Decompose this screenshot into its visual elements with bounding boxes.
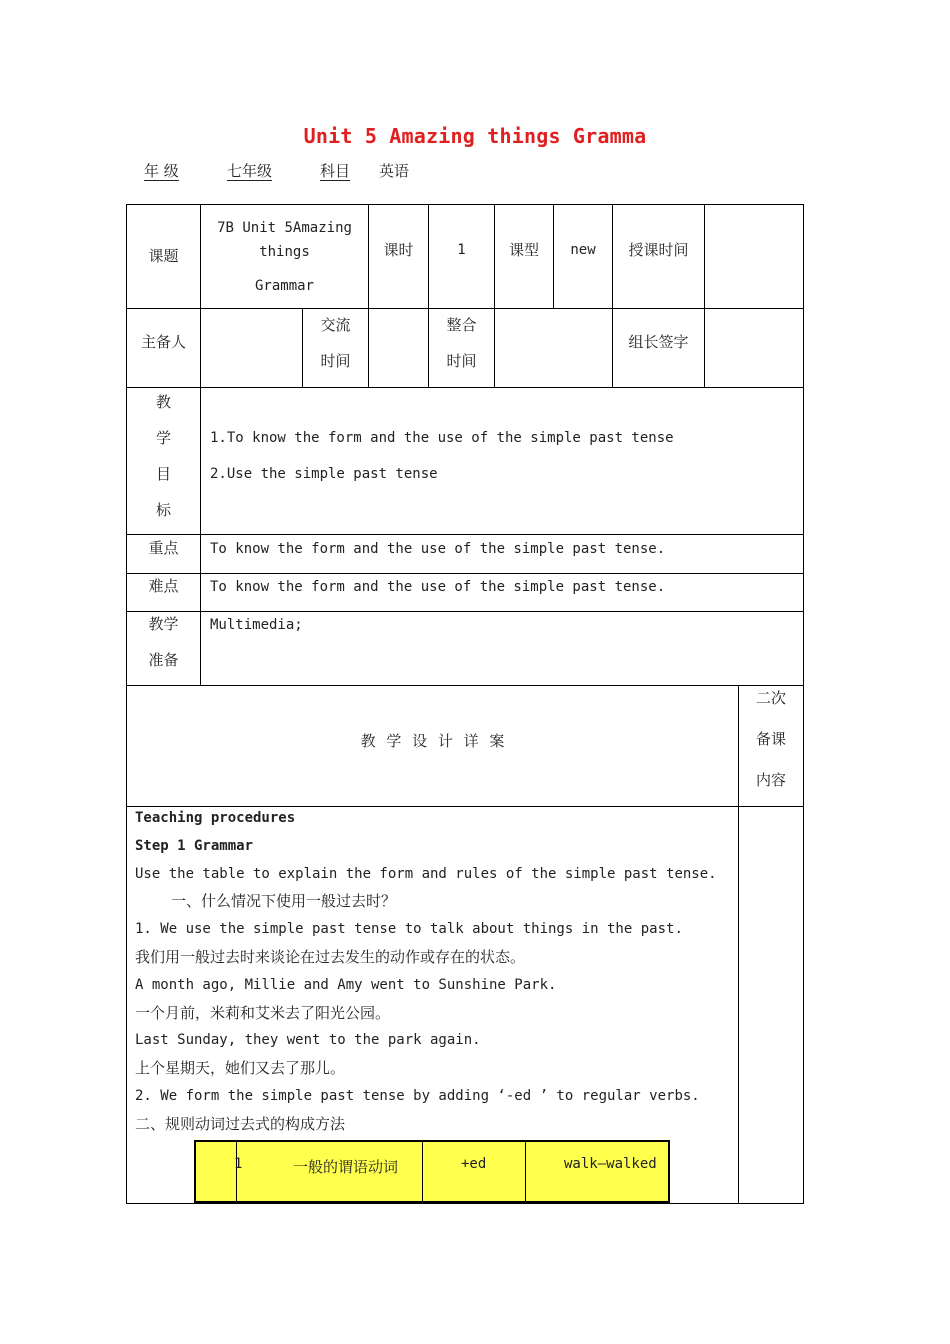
rule-category: 一般的谓语动词 — [237, 1142, 423, 1201]
preparation-value: Multimedia; — [210, 617, 303, 633]
exchange-label-line-1: 交流 — [320, 316, 351, 334]
integrate-label-line-1: 整合 — [446, 316, 477, 334]
objective-item: 2.Use the simple past tense — [210, 466, 438, 482]
topic-line-2: things — [259, 244, 310, 260]
grade-value: 七年级 — [227, 162, 273, 180]
design-header: 教 学 设 计 详 案 — [360, 732, 505, 750]
objectives-label — [127, 384, 200, 528]
question-2: 二、规则动词过去式的构成方法 — [135, 1114, 346, 1133]
teaching-procedures — [135, 805, 735, 1139]
example-1-zh: 一个月前，米莉和艾米去了阳光公园。 — [135, 1003, 391, 1022]
objective-item: 1.To know the form and the use of the simple past tense — [210, 430, 674, 446]
objectives-char: 目 — [155, 465, 171, 483]
topic-line-1: 7B Unit 5Amazing — [217, 220, 352, 236]
difficulty-label: 难点 — [148, 577, 179, 595]
regular-verb-rule-table — [194, 1140, 670, 1203]
preparation-label — [127, 606, 200, 678]
leader-sign-label: 组长签字 — [628, 333, 689, 351]
second-prep-line-1: 二次 — [755, 689, 786, 707]
procedures-heading: Teaching procedures — [135, 810, 296, 826]
question-1: 一、什么情况下使用一般过去时？ — [171, 892, 397, 911]
integrate-label-line-2: 时间 — [446, 352, 477, 370]
point-1-zh: 我们用一般过去时来谈论在过去发生的动作或存在的状态。 — [135, 947, 526, 966]
topic-value — [201, 218, 368, 296]
grade-label: 年 级 — [144, 162, 179, 180]
subject-value: 英语 — [379, 162, 410, 180]
difficulty-value: To know the form and the use of the simple past tense. — [210, 579, 666, 595]
period-label: 课时 — [383, 241, 414, 259]
rule-example: walk—walked — [564, 1156, 657, 1172]
key-point-value: To know the form and the use of the simple past tense. — [210, 541, 666, 557]
type-value: new — [570, 242, 596, 258]
rule-form: +ed — [423, 1142, 526, 1201]
preparation-label-line-1: 教学 — [148, 615, 179, 633]
second-prep-line-3: 内容 — [755, 771, 786, 789]
exchange-label-line-2: 时间 — [320, 352, 351, 370]
point-2-en: 2. We form the simple past tense by adding ‘-ed ’ to regular verbs. — [135, 1087, 700, 1104]
point-1-en: 1. We use the simple past tense to talk about things in the past. — [135, 921, 683, 938]
type-label: 课型 — [508, 241, 539, 259]
subject-label: 科目 — [320, 162, 351, 180]
objectives-list — [210, 428, 800, 484]
preparation-label-line-2: 准备 — [148, 651, 179, 669]
preparer-label: 主备人 — [140, 333, 186, 351]
teaching-time-label: 授课时间 — [628, 241, 689, 259]
rule-num: 1 — [196, 1142, 237, 1201]
objectives-char: 学 — [155, 429, 171, 447]
exchange-time-label — [303, 307, 368, 379]
topic-label: 课题 — [148, 247, 179, 265]
key-point-label: 重点 — [148, 539, 179, 557]
page-title: Unit 5 Amazing things Gramma — [303, 124, 647, 148]
topic-line-3: Grammar — [254, 278, 314, 294]
integrate-time-label — [429, 307, 494, 379]
second-prep-label — [739, 684, 803, 807]
second-prep-line-2: 备课 — [755, 730, 786, 748]
objectives-char: 标 — [155, 501, 171, 519]
step-heading: Step 1 Grammar — [135, 837, 254, 854]
example-1-en: A month ago, Millie and Amy went to Sunshine Park. — [135, 976, 557, 993]
period-value: 1 — [457, 242, 466, 258]
procedures-intro: Use the table to explain the form and rules of the simple past tense. — [135, 865, 717, 882]
example-2-zh: 上个星期天，她们又去了那儿。 — [135, 1059, 346, 1078]
example-2-en: Last Sunday, they went to the park again. — [135, 1032, 481, 1049]
objectives-char: 教 — [155, 393, 171, 411]
